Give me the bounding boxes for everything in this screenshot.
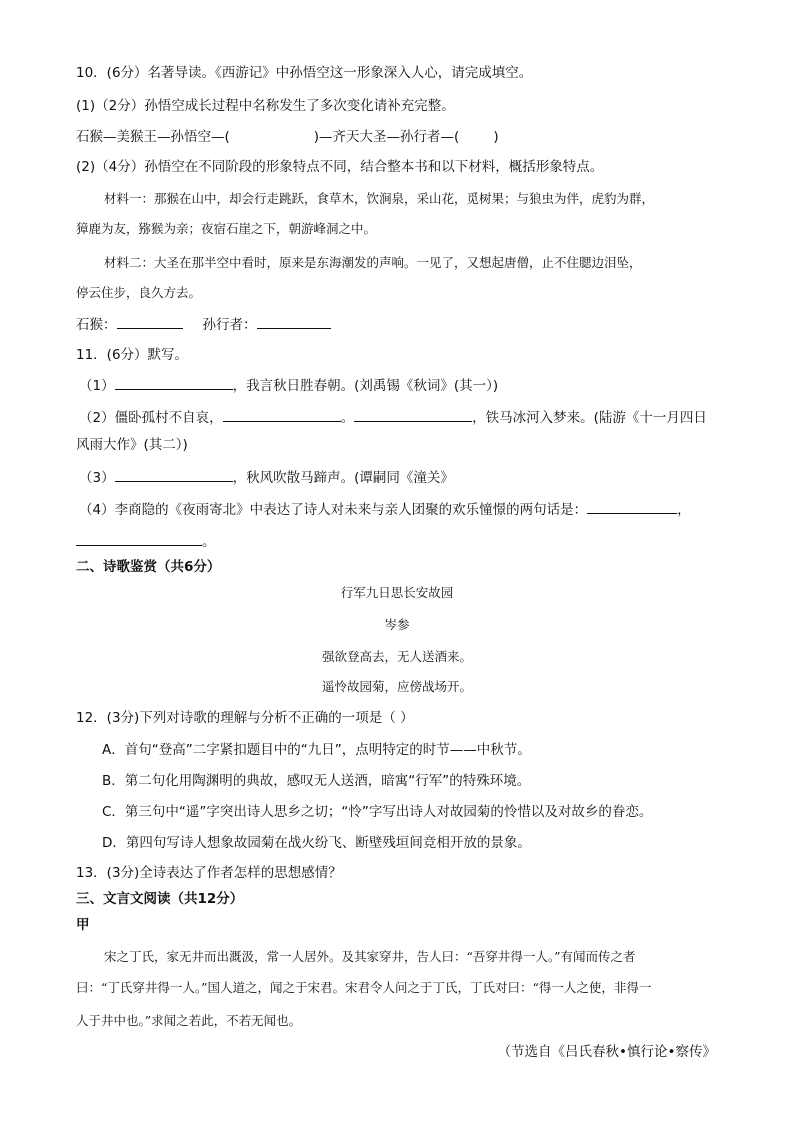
chain-part-b: )—齐天大圣—孙行者—( bbox=[313, 129, 460, 145]
material-1-line-2: 獐鹿为友，猕猴为亲；夜宿石崖之下，朝游峰洞之中。 bbox=[76, 221, 377, 236]
q12-option-d: D．第四句写诗人想象故园菊在战火纷飞、断壁残垣间竞相开放的景象。 bbox=[102, 835, 531, 851]
fill-label-sunxingzhe: 孙行者： bbox=[202, 317, 257, 333]
item-3-number: （3） bbox=[79, 470, 115, 486]
poem-line-2: 遥怜故园菊，应傍战场开。 bbox=[321, 679, 472, 694]
item-3-text: ，秋风吹散马蹄声。(谭嗣同《潼关》 bbox=[232, 470, 454, 486]
blank-11-3[interactable] bbox=[115, 468, 233, 482]
q11-item-4-cont bbox=[76, 532, 216, 551]
q10-name-chain bbox=[76, 128, 499, 146]
blank-11-2a[interactable] bbox=[223, 408, 341, 422]
section-2-heading: 二、诗歌鉴赏（共6分） bbox=[76, 559, 221, 575]
poem-title: 行军九日思长安故园 bbox=[340, 585, 454, 600]
item-2-text-c: ，铁马冰河入梦来。(陆游《十一月四日 bbox=[472, 410, 707, 426]
q12-option-a: A．首句“登高”二字紧扣题目中的“九日”，点明特定的时节——中秋节。 bbox=[102, 742, 531, 758]
item-4-period: 。 bbox=[202, 534, 216, 550]
material-1-line-1: 材料一：那猴在山中，却会行走跳跃，食草木，饮涧泉，采山花，觅树果；与狼虫为伴，虎豹为群， bbox=[104, 191, 655, 206]
q11-title: 11．(6分）默写。 bbox=[76, 347, 189, 363]
blank-11-2b[interactable] bbox=[354, 408, 472, 422]
q12-option-b: B．第二句化用陶渊明的典故，感叹无人送酒，暗寓“行军”的特殊环境。 bbox=[102, 773, 531, 789]
blank-shihou[interactable] bbox=[117, 315, 183, 329]
item-2-text-b: 。 bbox=[340, 410, 355, 426]
q11-item-2-cont: 风雨大作》(其二）) bbox=[76, 437, 188, 453]
passage-jia-label: 甲 bbox=[76, 917, 90, 933]
chain-part-a: 石猴—美猴王—孙悟空—( bbox=[76, 129, 230, 145]
q10-fill-line bbox=[76, 315, 331, 334]
material-2-line-2: 停云住步，良久方去。 bbox=[76, 285, 202, 300]
item-1-text: ，我言秋日胜春朝。(刘禹锡《秋词》(其一）) bbox=[232, 378, 499, 394]
q10-sub2: (2)（4分）孙悟空在不同阶段的形象特点不同，结合整本书和以下材料，概括形象特点。 bbox=[76, 159, 604, 175]
blank-11-4b[interactable] bbox=[76, 532, 202, 546]
section-3-heading: 三、文言文阅读（共12分） bbox=[76, 891, 244, 907]
q10-title: 10．(6分）名著导读。《西游记》中孙悟空这一形象深入人心，请完成填空。 bbox=[76, 65, 533, 81]
chain-part-c: ) bbox=[493, 129, 499, 145]
q11-item-1 bbox=[79, 376, 498, 395]
blank-11-4a[interactable] bbox=[587, 500, 677, 514]
passage-source: （节选自《吕氏春秋•慎行论•察传》 bbox=[497, 1044, 716, 1060]
passage-line-1: 宋之丁氏，家无井而出溉汲，常一人居外。及其家穿井，告人曰：“吾穿井得一人。”有闻而传之者 bbox=[104, 949, 636, 964]
item-1-number: （1） bbox=[79, 378, 115, 394]
q12-title: 12．(3分)下列对诗歌的理解与分析不正确的一项是（ ） bbox=[76, 710, 414, 726]
q11-item-4 bbox=[79, 500, 691, 519]
q11-item-2 bbox=[79, 408, 707, 427]
item-4-comma: ， bbox=[677, 502, 691, 518]
blank-11-1[interactable] bbox=[115, 376, 233, 390]
q11-item-3 bbox=[79, 468, 454, 487]
fill-label-shihou: 石猴： bbox=[76, 317, 117, 333]
item-2-text-a: （2）僵卧孤村不自哀， bbox=[79, 410, 223, 426]
item-4-text: （4）李商隐的《夜雨寄北》中表达了诗人对未来与亲人团聚的欢乐憧憬的两句话是： bbox=[79, 502, 588, 518]
q12-option-c: C．第三句中“遥”字突出诗人思乡之切；“怜”字写出诗人对故园菊的怜惜以及对故乡的眷恋。 bbox=[102, 804, 653, 820]
poem-author: 岑参 bbox=[384, 617, 410, 632]
passage-line-2: 曰：“丁氏穿井得一人。”国人道之，闻之于宋君。宋君令人问之于丁氏，丁氏对曰：“得一人之使，非得一 bbox=[76, 980, 652, 995]
q10-sub1: (1)（2分）孙悟空成长过程中名称发生了多次变化请补充完整。 bbox=[76, 98, 455, 114]
passage-line-3: 人于井中也。”求闻之若此，不若无闻也。 bbox=[76, 1013, 302, 1028]
q13-title: 13．(3分)全诗表达了作者怎样的思想感情？ bbox=[76, 865, 342, 881]
poem-line-1: 强欲登高去，无人送酒来。 bbox=[321, 649, 472, 664]
material-2-line-1: 材料二：大圣在那半空中看时，原来是东海潮发的声响。一见了，又想起唐僧，止不住腮边泪坠， bbox=[104, 255, 642, 270]
blank-sunxingzhe[interactable] bbox=[257, 315, 331, 329]
